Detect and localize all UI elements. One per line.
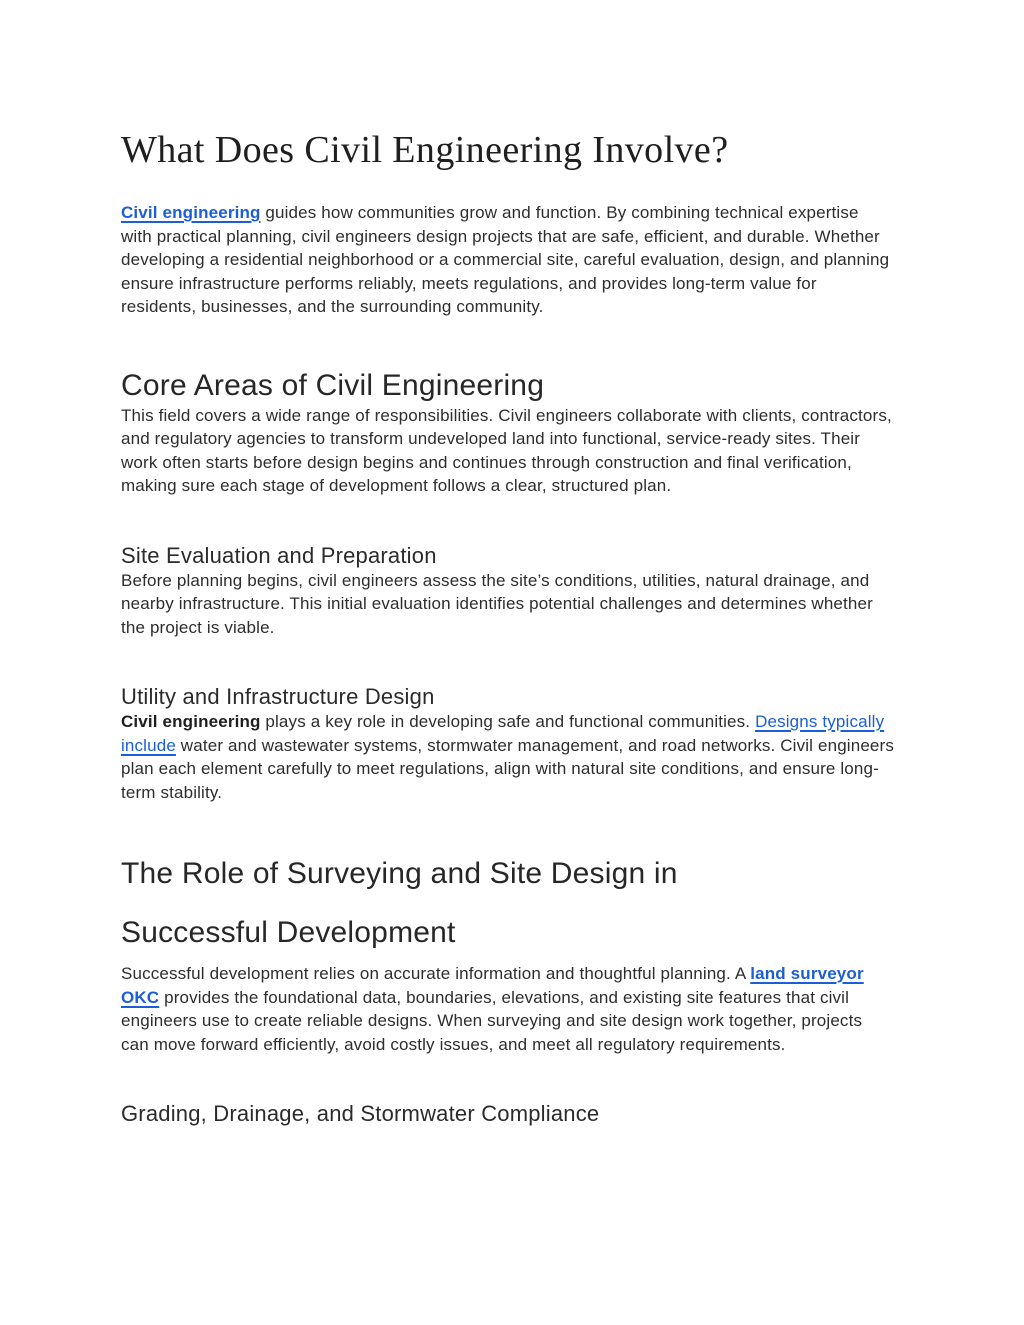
surveying-role-text-2: provides the foundational data, boundaries, elevations, and existing site features that civil engineers use to create reliable designs. When surveying and site design work together, projects can move forward efficiently, avoid costly issues, and meet all regulatory requirements. [121,987,863,1054]
surveying-role-heading-line-2: Successful Development [121,916,456,949]
civil-engineering-link[interactable]: Civil engineering [121,203,261,222]
land-surveyor-okc-link[interactable]: land surveyor OKC [121,964,864,1007]
utility-design-text-1: plays a key role in developing safe and functional communities. [260,712,756,731]
surveying-role-heading [121,844,894,962]
page-title: What Does Civil Engineering Involve? [121,129,729,171]
site-evaluation-heading: Site Evaluation and Preparation [121,542,437,568]
surveying-role-text-1: Successful development relies on accurate information and thoughtful planning. A [121,964,751,983]
surveying-role-heading-line-1: The Role of Surveying and Site Design in [121,857,678,890]
utility-design-paragraph [121,710,894,804]
core-areas-paragraph: This field covers a wide range of responsibilities. Civil engineers collaborate with clients, contractors, and regulatory agencies to transform undeveloped land into functional, service-ready sites. Their work often starts before design begins and continues through construction and final verification, making sure each stage of development follows a clear, structured plan. [121,405,892,495]
core-areas-heading: Core Areas of Civil Engineering [121,368,545,402]
site-evaluation-paragraph: Before planning begins, civil engineers assess the site’s conditions, utilities, natural drainage, and nearby infrastructure. This initial evaluation identifies potential challenges and determines whether the project is viable. [121,570,873,637]
utility-design-heading: Utility and Infrastructure Design [121,684,435,709]
designs-typically-include-link[interactable]: Designs typically include [121,712,885,755]
grading-heading: Grading, Drainage, and Stormwater Compliance [121,1101,600,1126]
surveying-role-paragraph [121,962,894,1056]
utility-design-text-2: water and wastewater systems, stormwater management, and road networks. Civil engineers plan each element carefully to meet regulations, align with natural site conditions, and ensure long-term stability. [121,735,894,802]
utility-design-bold-lead: Civil engineering [121,712,261,731]
intro-paragraph [121,201,894,319]
intro-paragraph-text: guides how communities grow and function. By combining technical expertise with practical planning, civil engineers design projects that are safe, efficient, and durable. Whether developing a residential neighborhood or a commercial site, careful evaluation, design, and planning ensure infrastructure performs reliably, meets regulations, and provides long-term value for residents, businesses, and the surrounding community. [121,203,890,316]
